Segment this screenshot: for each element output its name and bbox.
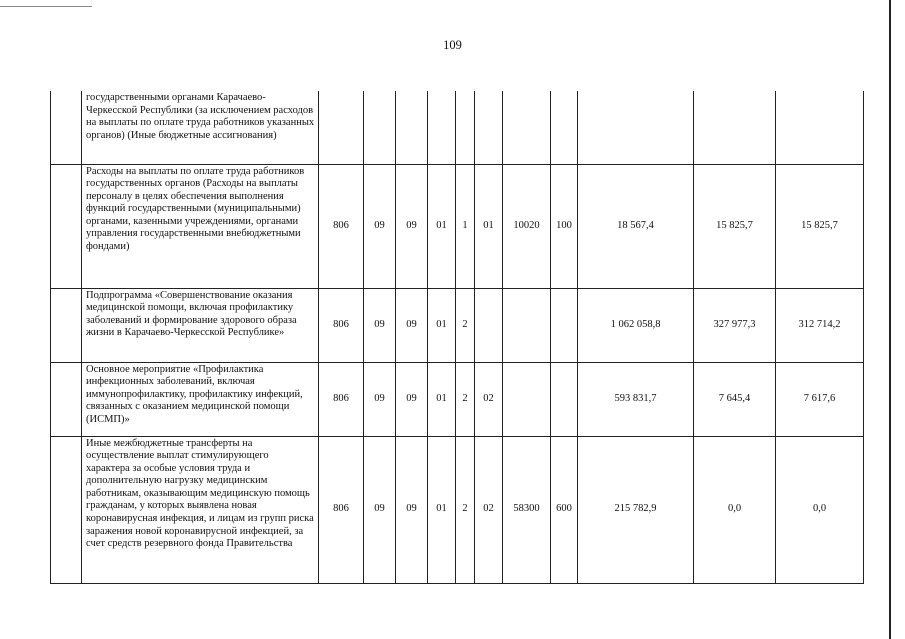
top-rule <box>0 6 92 7</box>
ministry-code-cell <box>319 91 364 164</box>
row-index-cell <box>51 288 82 362</box>
section-code-cell: 09 <box>364 362 396 436</box>
direction-code-cell <box>503 362 551 436</box>
event-code-cell <box>475 288 503 362</box>
ministry-code-cell: 806 <box>319 436 364 583</box>
description-cell: Основное мероприятие «Профилактика инфекционных заболеваний, включая иммунопрофилактику, профилактику инфекций, связанных с оказанием медицинской помощи (ИСМП)» <box>82 362 319 436</box>
subsection-code-cell: 09 <box>396 362 428 436</box>
subprogram-code-cell <box>456 91 475 164</box>
table-row <box>51 164 864 288</box>
ministry-code-cell: 806 <box>319 288 364 362</box>
direction-code-cell <box>503 288 551 362</box>
row-index-cell <box>51 436 82 583</box>
subprogram-code-cell: 2 <box>456 362 475 436</box>
amount-2022-cell: 7 645,4 <box>694 362 776 436</box>
program-code-cell: 01 <box>428 436 456 583</box>
expense-type-code-cell <box>551 362 578 436</box>
ministry-code-cell: 806 <box>319 362 364 436</box>
expense-type-code-cell: 100 <box>551 164 578 288</box>
direction-code-cell: 10020 <box>503 164 551 288</box>
program-code-cell <box>428 91 456 164</box>
section-code-cell: 09 <box>364 288 396 362</box>
direction-code-cell: 58300 <box>503 436 551 583</box>
expense-type-code-cell <box>551 288 578 362</box>
section-code-cell: 09 <box>364 164 396 288</box>
subprogram-code-cell: 2 <box>456 288 475 362</box>
amount-2021-cell <box>578 91 694 164</box>
table-row <box>51 362 864 436</box>
description-cell: государственными органами Карачаево-Черкесской Республики (за исключением расходов на выплаты по оплате труда работников указанных органов) (Иные бюджетные ассигнования) <box>82 91 319 164</box>
amount-2022-cell: 327 977,3 <box>694 288 776 362</box>
row-index-cell <box>51 91 82 164</box>
table-row <box>51 436 864 583</box>
expense-type-code-cell: 600 <box>551 436 578 583</box>
amount-2023-cell: 0,0 <box>776 436 864 583</box>
section-code-cell <box>364 91 396 164</box>
amount-2021-cell: 593 831,7 <box>578 362 694 436</box>
amount-2023-cell: 312 714,2 <box>776 288 864 362</box>
program-code-cell: 01 <box>428 362 456 436</box>
description-cell: Расходы на выплаты по оплате труда работников государственных органов (Расходы на выплаты персоналу в целях обеспечения выполнения функций государственными (муниципальными) органами, казенными учреждениями, органами управления государственными внебюджетными фондами) <box>82 164 319 288</box>
ministry-code-cell: 806 <box>319 164 364 288</box>
subsection-code-cell: 09 <box>396 436 428 583</box>
amount-2023-cell <box>776 91 864 164</box>
page-number: 109 <box>443 38 462 52</box>
amount-2021-cell: 215 782,9 <box>578 436 694 583</box>
section-code-cell: 09 <box>364 436 396 583</box>
subsection-code-cell <box>396 91 428 164</box>
budget-table <box>50 91 864 584</box>
program-code-cell: 01 <box>428 164 456 288</box>
table-row <box>51 288 864 362</box>
amount-2023-cell: 15 825,7 <box>776 164 864 288</box>
subprogram-code-cell: 1 <box>456 164 475 288</box>
event-code-cell: 02 <box>475 362 503 436</box>
event-code-cell: 02 <box>475 436 503 583</box>
program-code-cell: 01 <box>428 288 456 362</box>
subsection-code-cell: 09 <box>396 288 428 362</box>
amount-2021-cell: 1 062 058,8 <box>578 288 694 362</box>
amount-2022-cell: 15 825,7 <box>694 164 776 288</box>
event-code-cell: 01 <box>475 164 503 288</box>
expense-type-code-cell <box>551 91 578 164</box>
subsection-code-cell: 09 <box>396 164 428 288</box>
row-index-cell <box>51 164 82 288</box>
subprogram-code-cell: 2 <box>456 436 475 583</box>
direction-code-cell <box>503 91 551 164</box>
amount-2021-cell: 18 567,4 <box>578 164 694 288</box>
event-code-cell <box>475 91 503 164</box>
description-cell: Иные межбюджетные трансферты на осуществление выплат стимулирующего характера за особые условия труда и дополнительную нагрузку медицинским работникам, оказывающим медицинскую помощь гражданам, у которых выявлена новая коронавирусная инфекция, и лицам из групп риска заражения новой коронавирусной инфекцией, за счет средств резервного фонда Правительства <box>82 436 319 583</box>
table-row <box>51 91 864 164</box>
amount-2022-cell <box>694 91 776 164</box>
description-cell: Подпрограмма «Совершенствование оказания медицинской помощи, включая профилактику заболеваний и формирование здорового образа жизни в Карачаево-Черкесской Республике» <box>82 288 319 362</box>
row-index-cell <box>51 362 82 436</box>
amount-2023-cell: 7 617,6 <box>776 362 864 436</box>
amount-2022-cell: 0,0 <box>694 436 776 583</box>
right-edge-line <box>889 0 891 639</box>
